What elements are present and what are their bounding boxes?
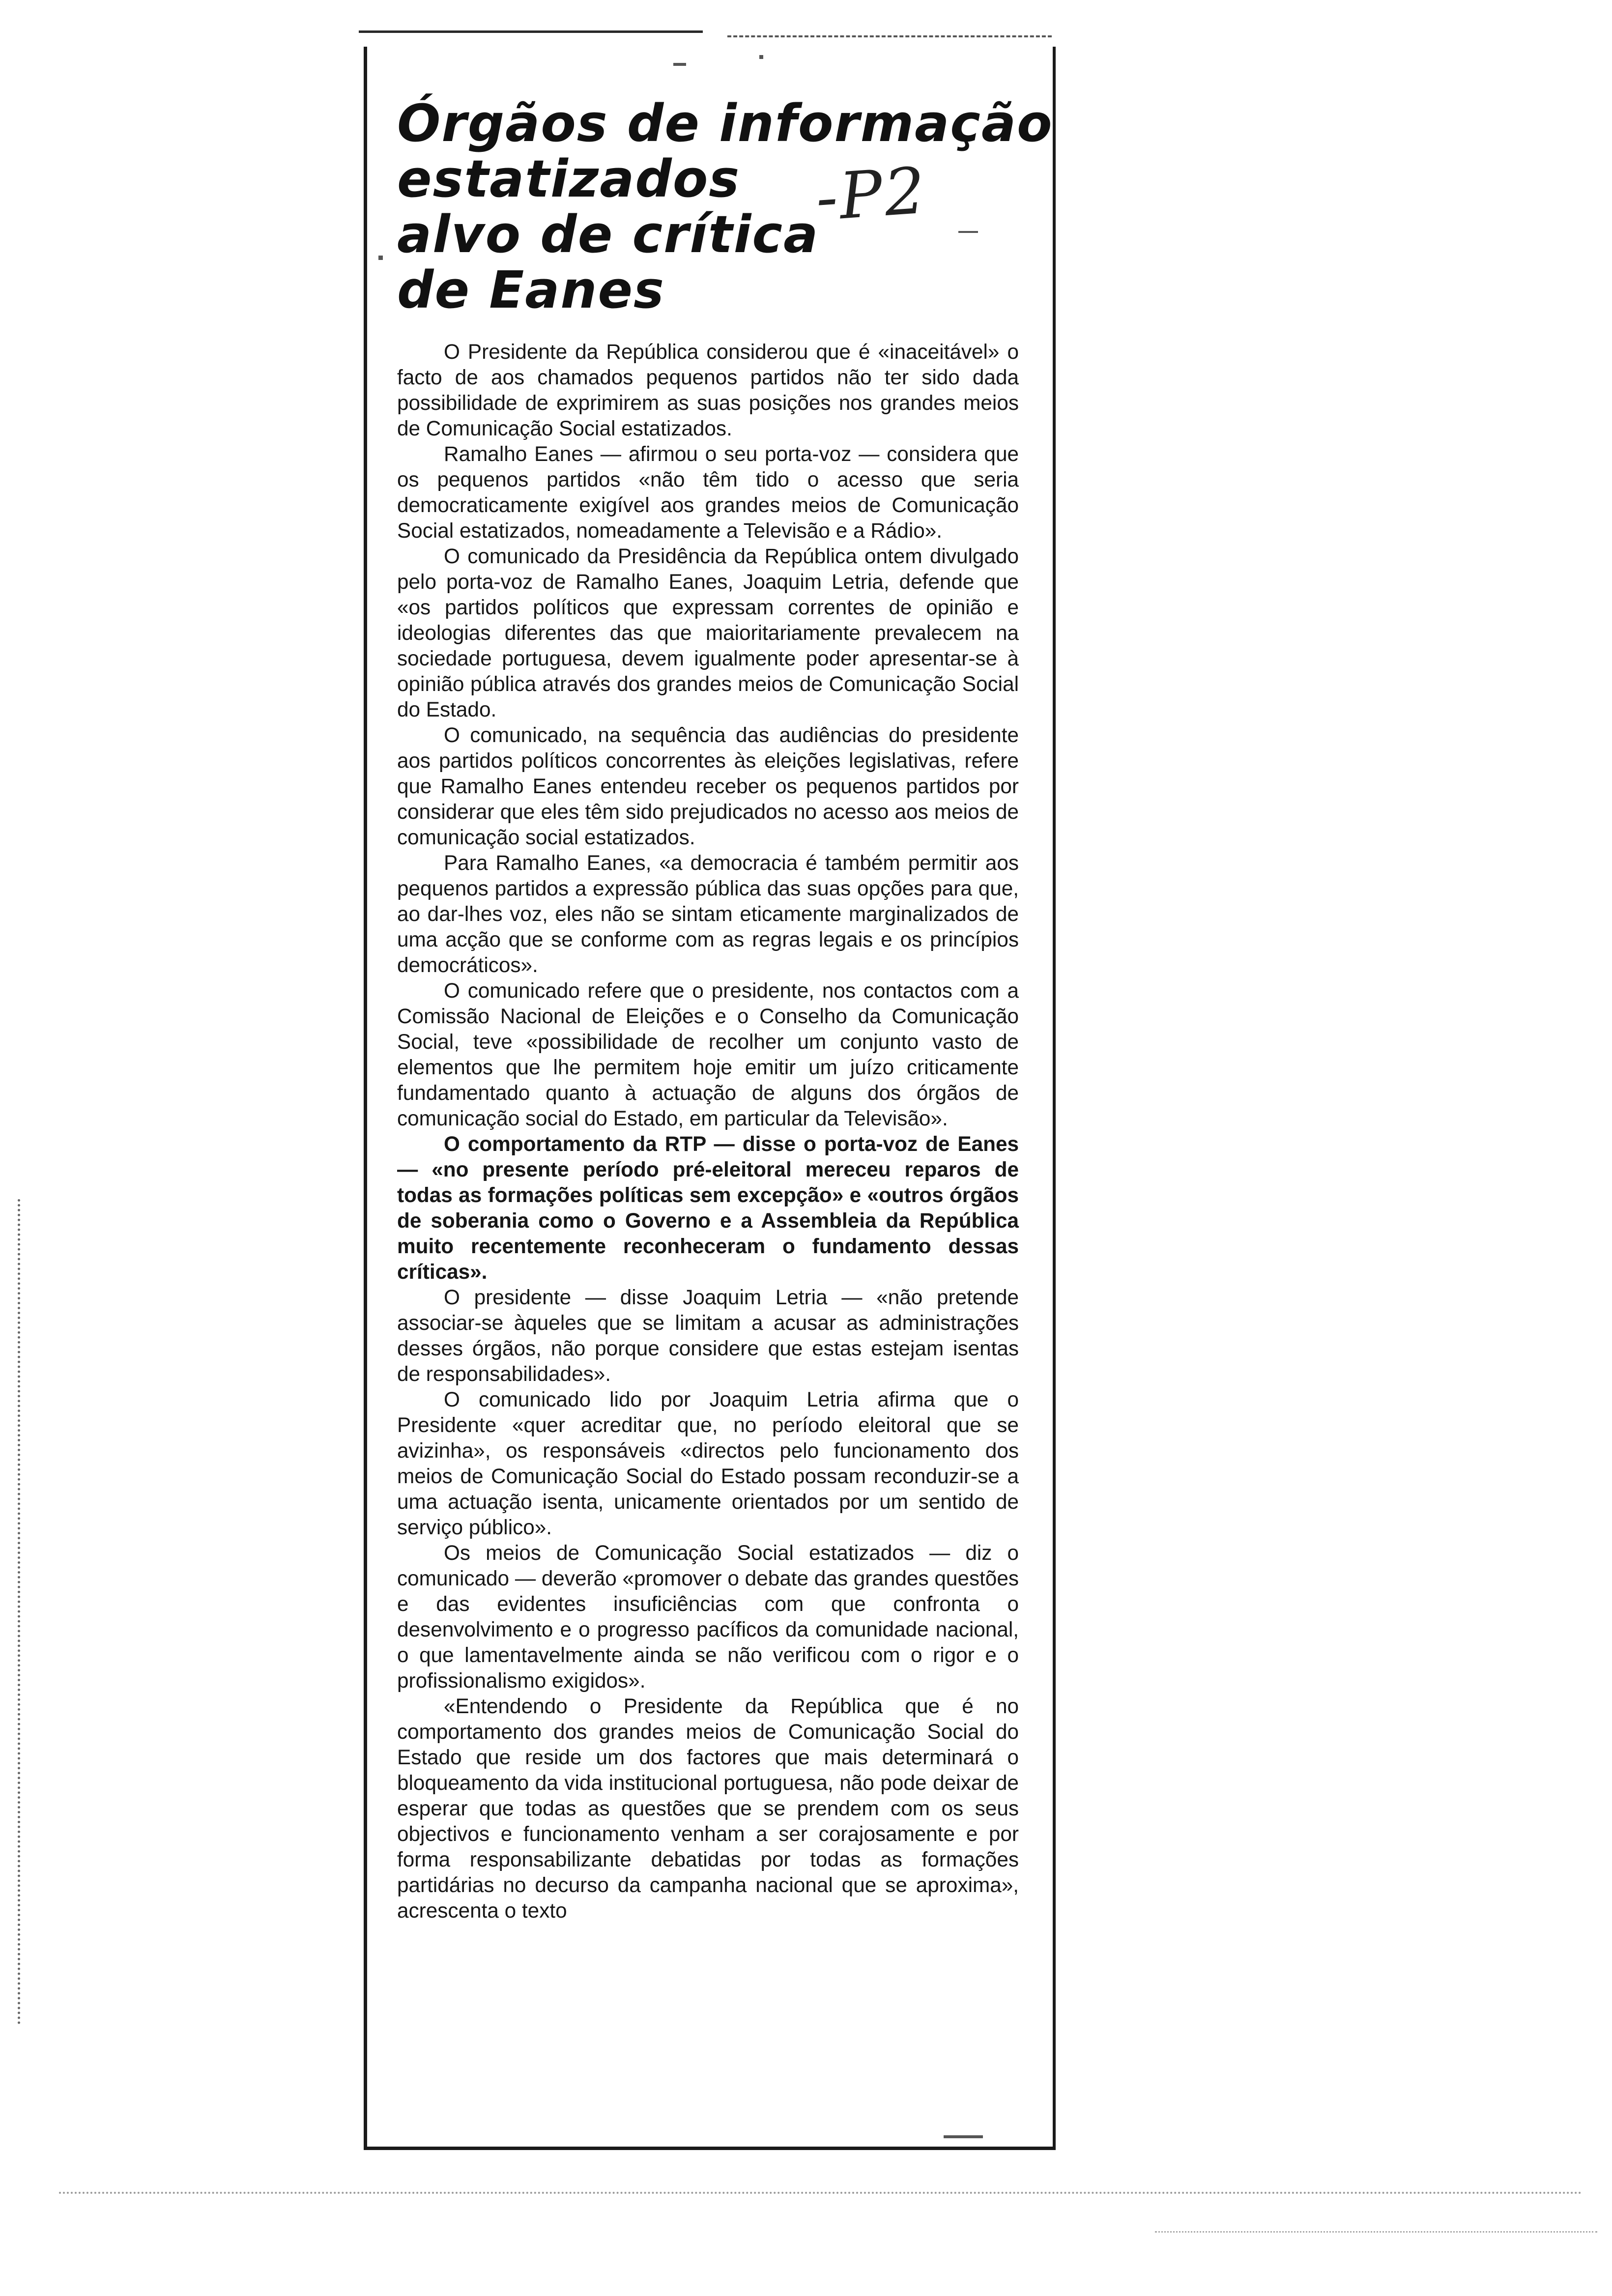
paragraph-7: O comportamento da RTP — disse o porta-voz de Eanes — «no presente período pré-eleitoral mereceu reparos de todas as formações políticas sem excepção» e «outros órgãos de soberania como o Governo e a Assembleia da República muito recentemente reconheceram o fundamento dessas críticas». (397, 1132, 1019, 1283)
paragraph-5: Para Ramalho Eanes, «a democracia é também permitir aos pequenos partidos a expressão pública das suas opções para que, ao dar-lhes voz, eles não se sintam eticamente marginalizados de uma acção que se conforme com as regras legais e os princípios democráticos». (397, 851, 1019, 976)
handwritten-annotation: -P2 (813, 153, 930, 235)
scan-speck (673, 63, 686, 66)
scan-speck (944, 2135, 983, 2138)
headline-line-4: de Eanes (397, 260, 665, 320)
paragraph-1: O Presidente da República considerou que é «inaceitável» o facto de aos chamados pequenos partidos não ter sido dada possibilidade de exprimirem as suas posições nos grandes meios de Comunicação Social estatizados. (397, 340, 1019, 440)
scan-speck (958, 231, 978, 233)
scan-noise-line-2 (1155, 2231, 1597, 2233)
paragraph-4: O comunicado, na sequência das audiências do presidente aos partidos políticos concorrentes às eleições legislativas, refere que Ramalho Eanes entendeu receber os pequenos partidos por considerar que eles têm sido prejudicados no acesso aos meios de comunicação social estatizados. (397, 723, 1019, 849)
scan-speck (759, 55, 763, 59)
scan-speck (378, 256, 383, 260)
top-rule (359, 30, 703, 33)
paragraph-6: O comunicado refere que o presidente, nos contactos com a Comissão Nacional de Eleições e o Conselho da Comunicação Social, teve «possibilidade de recolher um conjunto vasto de elementos que lhe permitem hoje emitir um juízo criticamente fundamentado quanto à actuação de alguns dos órgãos de comunicação social do Estado, em particular da Televisão». (397, 979, 1019, 1130)
paragraph-11: «Entendendo o Presidente da República que é no comportamento dos grandes meios de Comunicação Social do Estado que reside um dos factores que mais determinará o bloqueamento da vida institucional portuguesa, não pode deixar de esperar que todas as questões que se prendem com os seus objectivos e funcionamento venham a ser corajosamente e por forma responsabilizante debatidas por todas as formações partidárias no decurso da campanha nacional que se aproxima», acrescenta o texto (397, 1694, 1019, 1922)
article-body (397, 339, 1019, 1923)
headline-line-1: Órgãos de informação (397, 93, 1053, 153)
paragraph-9: O comunicado lido por Joaquim Letria afirma que o Presidente «quer acreditar que, no período eleitoral que se avizinha», os responsáveis «directos pelo funcionamento dos meios de Comunicação Social do Estado possam reconduzir-se a uma actuação isenta, unicamente orientados por um sentido de serviço público». (397, 1388, 1019, 1539)
paragraph-2: Ramalho Eanes — afirmou o seu porta-voz — considera que os pequenos partidos «não têm tido o acesso que seria democraticamente exigível aos grandes meios de Comunicação Social estatizados, nomeadamente a Televisão e a Rádio». (397, 442, 1019, 542)
paragraph-10: Os meios de Comunicação Social estatizados — diz o comunicado — deverão «promover o debate das grandes questões e das evidentes insuficiências com que confronta o desenvolvimento e o progresso pacíficos da comunidade nacional, o que lamentavelmente ainda se não verificou com o rigor e o profissionalismo exigidos». (397, 1541, 1019, 1692)
scan-noise-line (59, 2192, 1583, 2194)
paragraph-3: O comunicado da Presidência da República ontem divulgado pelo porta-voz de Ramalho Eanes, Joaquim Letria, defende que «os partidos políticos que expressam correntes de opinião e ideologias diferentes das que maioritariamente prevalecem na sociedade portuguesa, devem igualmente poder apresentar-se à opinião pública através dos grandes meios de Comunicação Social do Estado. (397, 545, 1019, 721)
scan-edge-marks (18, 1199, 23, 2025)
headline (397, 93, 1053, 320)
paragraph-8: O presidente — disse Joaquim Letria — «não pretende associar-se àqueles que se limitam a acusar as administrações desses órgãos, não porque considere que estas estejam isentas de responsabilidades». (397, 1286, 1019, 1385)
top-rule-dashed (727, 35, 1052, 37)
headline-line-2: estatizados (397, 149, 741, 209)
headline-line-3: alvo de crítica (397, 204, 819, 264)
